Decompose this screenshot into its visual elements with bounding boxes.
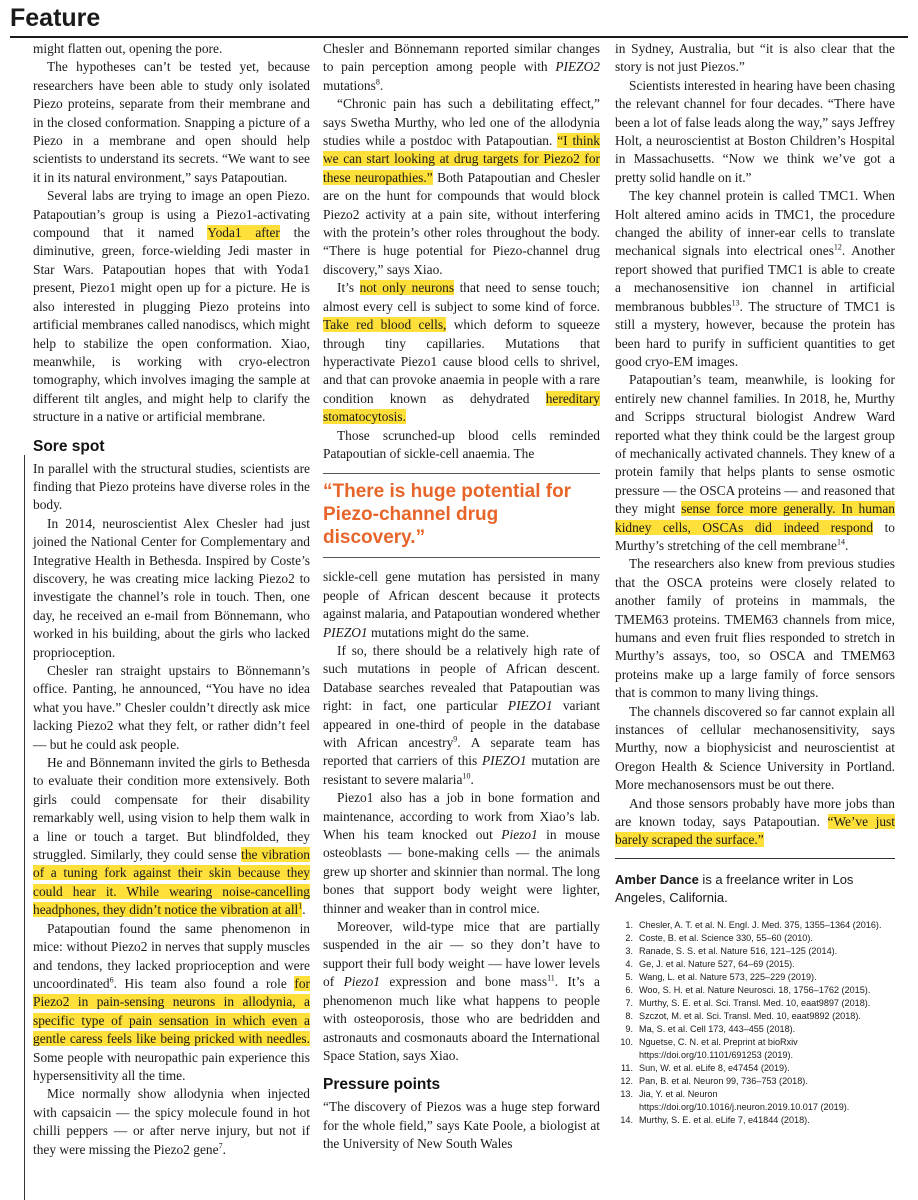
paragraph: “The discovery of Piezos was a huge step forward for the whole field,” says Kate Poole, a biologist at the University of New South Wales bbox=[323, 1099, 600, 1152]
reference-text: Jia, Y. et al. Neuron https://doi.org/10.1016/j.neuron.2019.10.017 (2019). bbox=[639, 1088, 850, 1112]
paragraph: Patapoutian found the same phenomenon in mice: without Piezo2 in nerves that supply muscles and tendons, they lacked proprioception and were uncoordinated$^6$. His team also found a role for Piezo2 in pain-sensing neurons in allodynia, a specific type of pain sensation in which even a gentle caress feels like being pricked with needles. Some people with neuropathic pain experience this hypersensitivity all the time. bbox=[33, 920, 310, 1083]
reference-item bbox=[615, 932, 895, 945]
reference-text: Szczot, M. et al. Sci. Transl. Med. 10, eaat9892 (2018). bbox=[639, 1010, 861, 1021]
reference-text: Pan, B. et al. Neuron 99, 736–753 (2018). bbox=[639, 1075, 808, 1086]
reference-item bbox=[615, 1036, 895, 1062]
paragraph: Several labs are trying to image an open Piezo. Patapoutian’s group is using a Piezo1-activating compound that it named Yoda1 after the diminutive, green, force-wielding Jedi master in Star Wars. Patapoutian hopes that with Yoda1 present, Piezo1 might open up for a picture. He is also interested in plugging Piezo proteins into artificial membranes called nanodiscs, which might help to stabilize the open conformation. Xiao, meanwhile, is working with cryo-electron tomography, which involves imaging the sample at different tilt angles, and might help to clarify the structure in a native or artificial membrane. bbox=[33, 188, 310, 425]
reference-item bbox=[615, 945, 895, 958]
reference-number: 11. bbox=[621, 1062, 633, 1073]
paragraph: Chesler ran straight upstairs to Bönnemann’s office. Panting, he announced, “You have no idea what you have.” Chesler couldn’t directly ask mice lacking Piezo2 what they felt, or rather didn’t feel — but he could ask people. bbox=[33, 663, 310, 752]
reference-list bbox=[615, 919, 895, 1127]
reference-text: Wang, L. et al. Nature 573, 225–229 (2019). bbox=[639, 971, 817, 982]
reference-item bbox=[615, 984, 895, 997]
reference-number: 13. bbox=[620, 1088, 633, 1099]
reference-item bbox=[615, 919, 895, 932]
paragraph: If so, there should be a relatively high rate of such mutations in people of African descent. Database searches revealed that Patapoutian was right: in fact, one particular PIEZO1 variant appeared in one-third of people in the database with African ancestry$^9$. A separate team has reported that carriers of this PIEZO1 mutation are resistant to severe malaria$^{10}$. bbox=[323, 642, 601, 787]
reference-number: 5. bbox=[625, 971, 633, 982]
highlight: hereditary stomatocytosis. bbox=[323, 390, 600, 425]
author-name: Amber Dance bbox=[615, 871, 699, 887]
reference-number: 4. bbox=[625, 958, 633, 969]
reference-text: Nguetse, C. N. et al. Preprint at bioRxiv https://doi.org/10.1101/691253 (2019). bbox=[639, 1036, 798, 1060]
reference-number: 8. bbox=[625, 1010, 633, 1021]
reference-item bbox=[615, 1010, 895, 1023]
highlight: Take red blood cells, bbox=[323, 317, 447, 333]
article-column-1 bbox=[33, 40, 310, 1159]
paragraph: The researchers also knew from previous studies that the OSCA proteins were closely related to another family of proteins in mammals, the TMEM63 proteins. TMEM63 channels from mice, humans and even fruit flies responded to stretch in Murthy’s assays, too, so OSCA and TMEM63 proteins make up a large family of force sensors that is common to many living things. bbox=[615, 556, 895, 701]
reference-text: Ma, S. et al. Cell 173, 443–455 (2018). bbox=[639, 1023, 796, 1034]
reference-number: 12. bbox=[620, 1075, 633, 1086]
subheading-pressure-points: Pressure points bbox=[323, 1076, 441, 1094]
paragraph: The hypotheses can’t be tested yet, because researchers have been able to study only isolated Piezo proteins, separate from their membrane and in the closed conformation. Snapping a picture of a Piezo in a membrane and open should help scientists to understand its secrets. “We want to see it in its natural environment,” says Patapoutian. bbox=[33, 59, 310, 185]
highlight: “We’ve just barely scraped the surface.” bbox=[615, 814, 895, 848]
reference-text: Murthy, S. E. et al. eLife 7, e41844 (2018). bbox=[639, 1114, 810, 1125]
divider bbox=[615, 858, 895, 859]
pull-quote: “There is huge potential for Piezo-channel drug discovery.” bbox=[323, 473, 600, 558]
paragraph: It’s not only neurons that need to sense touch; almost every cell is subject to some kind of force. Take red blood cells, which deform to squeeze through tiny capillaries. Mutations that hyperactivate Piezo1 cause blood cells to shrivel, and that can provoke anaemia in people with a rare condition known as dehydrated hereditary stomatocytosis. bbox=[323, 280, 601, 425]
paragraph: Piezo1 also has a job in bone formation and maintenance, according to work from Xiao’s lab. When his team knocked out Piezo1 in mouse osteoblasts — bone-making cells — the animals grew up shorter and skinnier than normal. The long bones that support body weight were lighter, thinner and weaker than in control mice. bbox=[323, 790, 601, 916]
column-divider bbox=[24, 455, 25, 1200]
reference-text: Murthy, S. E. et al. Sci. Transl. Med. 10, eaat9897 (2018). bbox=[639, 997, 871, 1008]
reference-number: 9. bbox=[625, 1023, 633, 1034]
reference-text: Sun, W. et al. eLife 8, e47454 (2019). bbox=[639, 1062, 790, 1073]
paragraph: might flatten out, opening the pore. bbox=[33, 41, 223, 56]
reference-item bbox=[615, 1075, 895, 1088]
highlight: for Piezo2 in pain-sensing neurons in allodynia, a specific type of pain sensation in which even a gentle caress feels like being pricked with needles. bbox=[33, 975, 310, 1047]
reference-number: 3. bbox=[625, 945, 633, 956]
paragraph: The key channel protein is called TMC1. When Holt altered amino acids in TMC1, the procedure changed the ability of inner-ear cells to translate mechanical signals into electrical ones$^{12}$. Another report showed that purified TMC1 is able to create a mechanosensitive ion channel in artificial membranous bubbles$^{13}$. The structure of TMC1 is still a mystery, however, because the protein has been hard to purify in sufficient quantities to get good cryo-EM images. bbox=[615, 188, 895, 369]
paragraph: Mice normally show allodynia when injected with capsaicin — the spicy molecule found in hot chilli peppers — or after nerve injury, but not if they were missing the Piezo2 gene$^7$. bbox=[33, 1086, 310, 1157]
paragraph: Chesler and Bönnemann reported similar changes to pain perception among people with PIEZO2 mutations$^8$. bbox=[323, 41, 600, 93]
paragraph: “Chronic pain has such a debilitating effect,” says Swetha Murthy, who led one of the allodynia studies while a postdoc with Patapoutian. “I think we can start looking at drug targets for Piezo2 for these neuropathies.” Both Patapoutian and Chesler are on the hunt for compounds that would block Piezo2 activity at a pain site, without interfering with the protein’s other roles throughout the body. “There is huge potential for Piezo-channel drug discovery,” says Xiao. bbox=[323, 96, 600, 277]
reference-number: 14. bbox=[620, 1114, 633, 1125]
reference-item bbox=[615, 1062, 895, 1075]
paragraph: In 2014, neuroscientist Alex Chesler had just joined the National Center for Complementary and Integrative Health in Bethesda. Inspired by Coste’s discovery, he was creating mice lacking Piezo2 to investigate the channel’s role in touch. Then, one day, he received an e-mail from Bönnemann, who worked in his building, about the girls who lacked proprioception. bbox=[33, 515, 310, 660]
paragraph: in Sydney, Australia, but “it is also clear that the story is not just Piezos.” bbox=[615, 41, 895, 75]
reference-text: Coste, B. et al. Science 330, 55–60 (2010). bbox=[639, 932, 813, 943]
paragraph: Scientists interested in hearing have been chasing the relevant channel for four decades. “There have been a lot of false leads along the way,” says Jeffrey Holt, a neuroscientist at Boston Children’s Hospital in Massachusetts. “Now we think we’ve got a pretty solid handle on it.” bbox=[615, 77, 895, 185]
paragraph: Moreover, wild-type mice that are partially suspended in the air — so they don’t have to support their full body weight — have lower levels of Piezo1 expression and bone mass$^{11}$. It’s a phenomenon much like what happens to people with osteoporosis, those who are bedridden and astronauts and cosmonauts aboard the International Space Station, says Xiao. bbox=[323, 919, 600, 1063]
reference-number: 1. bbox=[625, 919, 633, 930]
reference-text: Chesler, A. T. et al. N. Engl. J. Med. 375, 1355–1364 (2016). bbox=[639, 919, 882, 930]
reference-text: Ge, J. et al. Nature 527, 64–69 (2015). bbox=[639, 958, 795, 969]
reference-number: 10. bbox=[620, 1036, 633, 1047]
highlight: sense force more generally. In human kidney cells, OSCAs did indeed respond bbox=[615, 501, 896, 535]
paragraph: Patapoutian’s team, meanwhile, is looking for entirely new channel families. In 2018, he, Murthy and Scripps structural biologist Andrew Ward reported what they think could be the largest group of mechanically activated channels. They knew of a protein family that helps plants to sense osmotic pressure — the OSCA proteins — and reasoned that they might sense force more generally. In human kidney cells, OSCAs did indeed respond to Murthy’s stretching of the cell membrane$^{14}$. bbox=[615, 372, 896, 553]
reference-item bbox=[615, 958, 895, 971]
highlight: “I think we can start looking at drug targets for Piezo2 for these neuropathies.” bbox=[323, 133, 600, 185]
reference-text: Woo, S. H. et al. Nature Neurosci. 18, 1756–1762 (2015). bbox=[639, 984, 871, 995]
author-bio: Amber Dance is a freelance writer in Los Angeles, California. bbox=[615, 871, 854, 905]
reference-item bbox=[615, 1088, 895, 1114]
article-column-2 bbox=[323, 40, 600, 1154]
reference-number: 2. bbox=[625, 932, 633, 943]
paragraph: He and Bönnemann invited the girls to Bethesda to evaluate their condition more extensively. Both girls could compensate for their disability remarkably well, using vision to help them walk in a line or touch a target. But blindfolded, they struggled. Similarly, they could sense the vibration of a tuning fork against their skin because they could hear it. While wearing noise-cancelling headphones, they didn’t notice the vibration at all$^1$. bbox=[33, 755, 310, 918]
paragraph: And those sensors probably have more jobs than are known today, says Patapoutian. “We’ve just barely scraped the surface.” bbox=[615, 795, 895, 848]
section-header bbox=[10, 2, 908, 38]
paragraph: Those scrunched-up blood cells reminded Patapoutian of sickle-cell anaemia. The bbox=[323, 427, 600, 461]
reference-text: Ranade, S. S. et al. Nature 516, 121–125 (2014). bbox=[639, 945, 838, 956]
reference-number: 7. bbox=[625, 997, 633, 1008]
paragraph: The channels discovered so far cannot explain all instances of cellular mechanosensitivity, says Murthy, now a biophysicist and neuroscientist at Oregon Health & Science University in Portland. More mechanosensors must be out there. bbox=[615, 703, 895, 793]
paragraph: In parallel with the structural studies, scientists are finding that Piezo proteins have diverse roles in the body. bbox=[33, 460, 310, 513]
reference-item bbox=[615, 1023, 895, 1036]
paragraph: sickle-cell gene mutation has persisted in many people of African descent because it protects against malaria, and Patapoutian wondered whether PIEZO1 mutations might do the same. bbox=[323, 569, 600, 640]
highlight: Yoda1 after bbox=[207, 225, 280, 241]
reference-item bbox=[615, 1114, 895, 1127]
subheading-sore-spot: Sore spot bbox=[33, 437, 105, 455]
highlight: the vibration of a tuning fork against their skin because they could hear it. While wearing noise-cancelling headphones, they didn’t notice the vibration at all$^1$ bbox=[33, 847, 310, 918]
highlight: not only neurons bbox=[359, 280, 455, 296]
reference-number: 6. bbox=[625, 984, 633, 995]
reference-item bbox=[615, 997, 895, 1010]
section-title: Feature bbox=[10, 4, 101, 32]
reference-item bbox=[615, 971, 895, 984]
article-column-3 bbox=[615, 40, 895, 1127]
